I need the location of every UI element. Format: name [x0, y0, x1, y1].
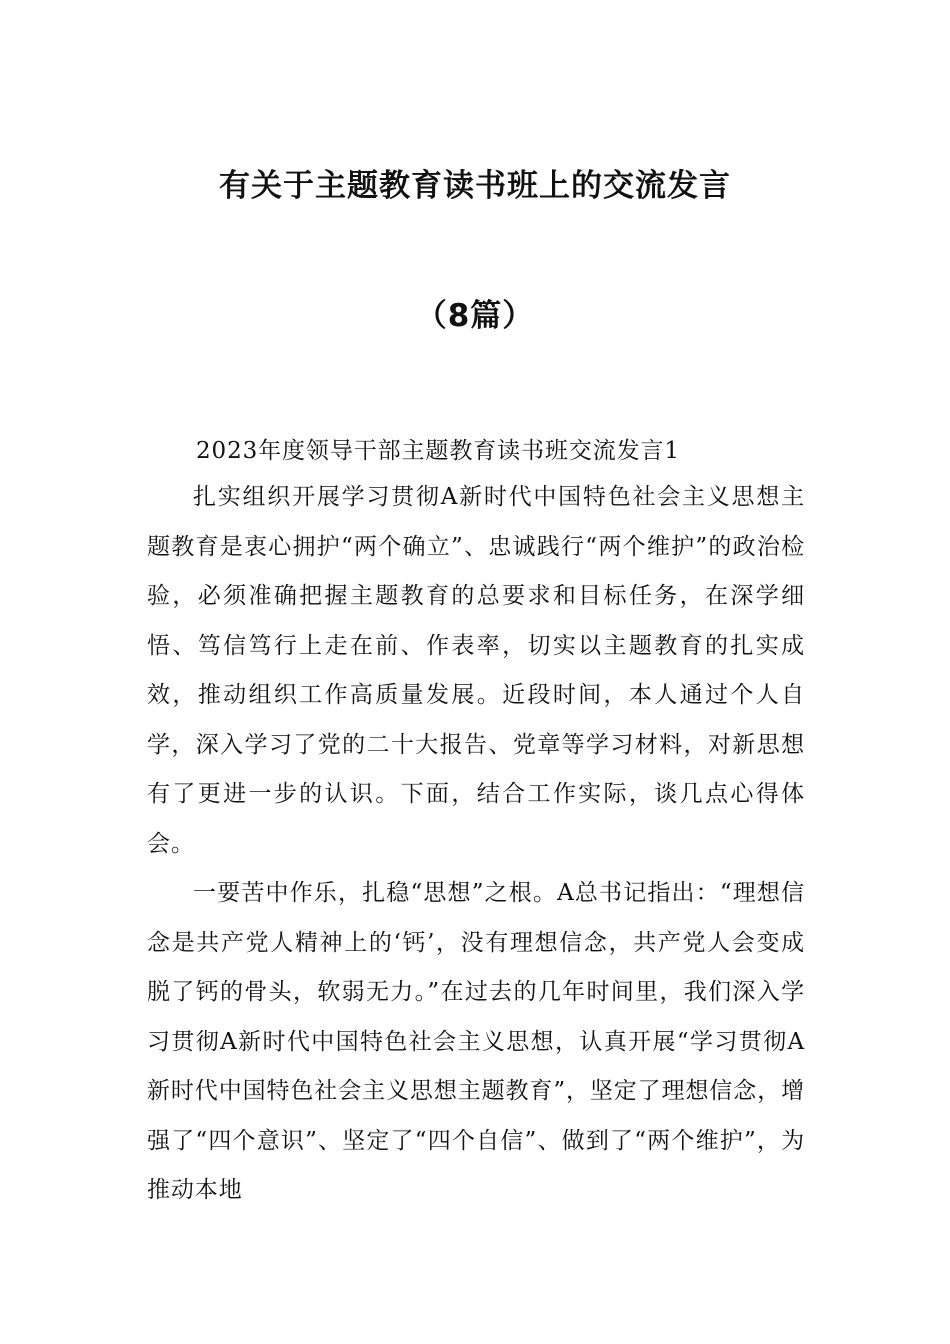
body-paragraph-1: 扎实组织开展学习贯彻A新时代中国特色社会主义思想主题教育是衷心拥护“两个确立”、忠诚践行“两个维护”的政治检验，必须准确把握主题教育的总要求和目标任务，在深学细悟、笃信笃行上走在前、作表率，切实以主题教育的扎实成效，推动组织工作高质量发展。近段时间，本人通过个人自学，深入学习了党的二十大报告、党章等学习材料，对新思想有了更进一步的认识。下面，结合工作实际，谈几点心得体会。 — [147, 484, 805, 857]
body-paragraph-2: 一要苦中作乐，扎稳“思想”之根。A总书记指出：“理想信念是共产党人精神上的‘钙’，没有理想信念，共产党人会变成脱了钙的骨头，软弱无力。”在过去的几年时间里，我们深入学习贯彻A新时代中国特色社会主义思想，认真开展“学习贯彻A新时代中国特色社会主义思想主题教育”，坚定了理想信念，增强了“四个意识”、坚定了“四个自信”、做到了“两个维护”，为推动本地 — [147, 880, 805, 1203]
document-title-count: （8篇） — [415, 298, 535, 334]
document-body — [147, 473, 805, 1216]
document-title: 有关于主题教育读书班上的交流发言 — [219, 168, 731, 204]
section-heading: 2023年度领导干部主题教育读书班交流发言1 — [196, 438, 680, 464]
